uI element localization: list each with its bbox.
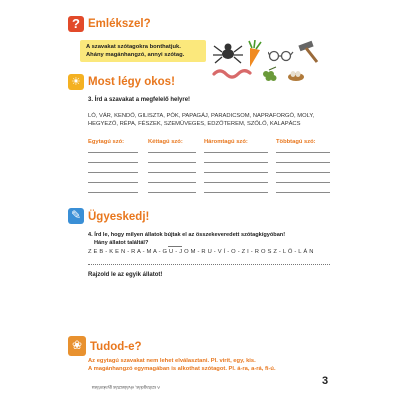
- nest-picture: [286, 66, 306, 82]
- column-header-4: Többtagú szó:: [276, 139, 316, 145]
- writing-line[interactable]: [276, 152, 330, 153]
- pencil-icon: [68, 208, 84, 224]
- remember-title: Emlékszel?: [88, 18, 151, 30]
- writing-line[interactable]: [88, 182, 138, 183]
- writing-line[interactable]: [204, 182, 268, 183]
- skillful-title: Ügyeskedj!: [88, 211, 150, 223]
- footer-text: A szótagolás, elválasztás gyakorlása: [91, 385, 160, 390]
- rabbit-icon: [68, 336, 86, 356]
- column-header-2: Kéttagú szó:: [148, 139, 183, 145]
- syllable-snake: Z E B - K E N - R A - M A - G U - J O M - R U - V Í - O - Z I - R O S Z - L Ő - L Á N: [88, 249, 314, 255]
- word-list-line-1: LÓ, VÁR, KENDŐ, GILISZTA, PÓK, PAPAGÁJ, PARADICSOM, NAPRAFORGÓ, MOLY,: [88, 113, 315, 119]
- task-4: 4. Írd le, hogy milyen állatok bújtak el az összekeveredett szótagkígyóban!: [88, 232, 286, 238]
- clever-title: Most légy okos!: [88, 76, 175, 88]
- writing-line[interactable]: [204, 172, 268, 173]
- column-header-1: Egytagú szó:: [88, 139, 125, 145]
- spider-picture: [212, 38, 244, 66]
- grapes-picture: [258, 66, 282, 82]
- writing-line[interactable]: [88, 192, 138, 193]
- remember-box: [80, 40, 206, 62]
- hammer-picture: [296, 40, 322, 64]
- writing-line[interactable]: [148, 192, 196, 193]
- worm-picture: [212, 68, 252, 80]
- task-3: 3. Írd a szavakat a megfelelő helyre!: [88, 97, 191, 103]
- writing-line[interactable]: [204, 162, 268, 163]
- writing-line[interactable]: [88, 162, 138, 163]
- answer-blank[interactable]: [168, 246, 182, 247]
- writing-line[interactable]: [148, 162, 196, 163]
- writing-line[interactable]: [148, 152, 196, 153]
- writing-line[interactable]: [276, 162, 330, 163]
- word-list-line-2: HEGYEZŐ, RÉPA, FÉSZEK, SZEMÜVEGES, EDZŐTEREM, SZŐLŐ, KALAPÁCS: [88, 121, 301, 127]
- writing-line[interactable]: [204, 152, 268, 153]
- remember-line-2: Ahány magánhangzó, annyi szótag.: [86, 52, 185, 58]
- writing-line[interactable]: [148, 172, 196, 173]
- draw-task: Rajzold le az egyik állatot!: [88, 272, 163, 278]
- writing-line[interactable]: [276, 172, 330, 173]
- how-many-question: Hány állatot találtál?: [94, 240, 149, 246]
- writing-line[interactable]: [276, 182, 330, 183]
- writing-line[interactable]: [276, 192, 330, 193]
- writing-line[interactable]: [88, 172, 138, 173]
- writing-line[interactable]: [204, 192, 268, 193]
- question-mark-icon: [68, 16, 84, 32]
- did-you-know-line-1: Az egytagú szavakat nem lehet elválasztani. Pl. virít, egy, kis.: [88, 358, 256, 364]
- column-header-3: Háromtagú szó:: [204, 139, 248, 145]
- glasses-picture: [268, 48, 294, 64]
- answer-line[interactable]: [88, 264, 330, 265]
- remember-line-1: A szavakat szótagokra bonthatjuk.: [86, 44, 181, 50]
- writing-line[interactable]: [88, 152, 138, 153]
- lightbulb-icon: [68, 74, 84, 90]
- did-you-know-title: Tudod-e?: [90, 341, 142, 353]
- did-you-know-line-2: A magánhangzó egymagában is alkothat szótagot. Pl. á-ra, a-rá, fi-ú.: [88, 366, 276, 372]
- writing-line[interactable]: [148, 182, 196, 183]
- page-number: 3: [322, 375, 329, 387]
- carrot-picture: [244, 40, 266, 68]
